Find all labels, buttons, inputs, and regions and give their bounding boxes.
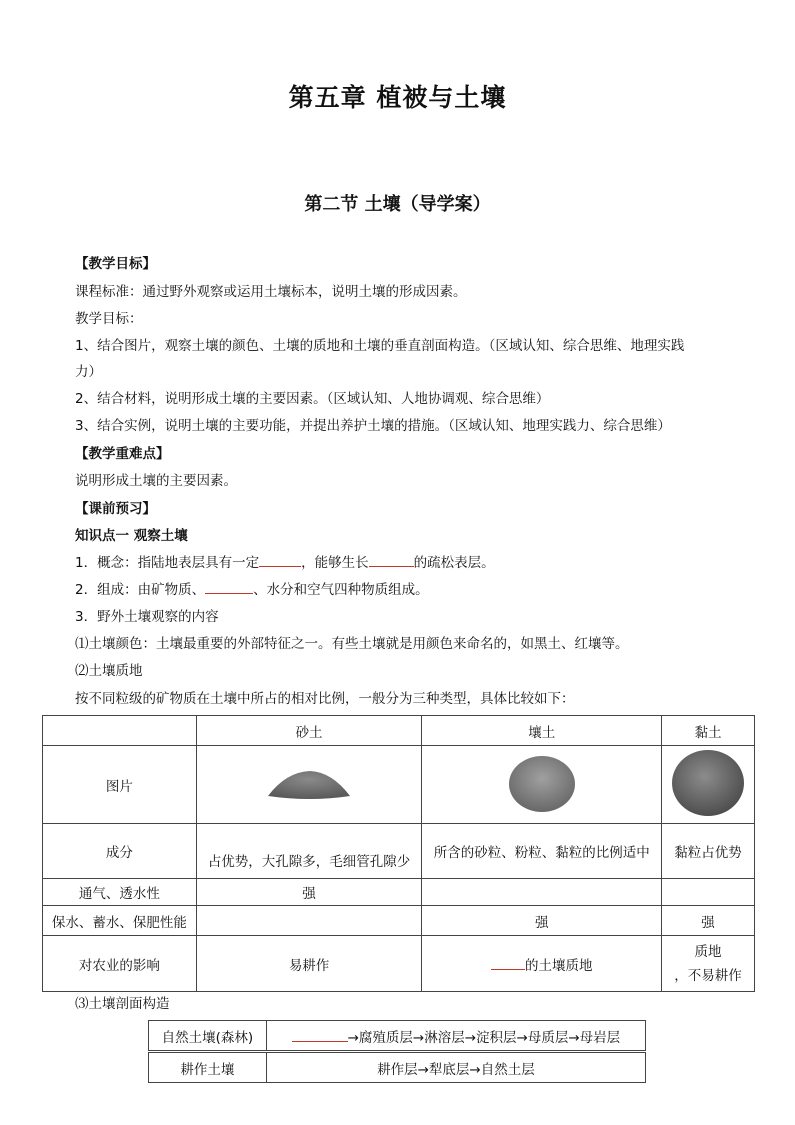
knowledge-point: 知识点一 观察土壤 <box>75 528 188 544</box>
goals-label: 教学目标： <box>75 311 143 327</box>
goal-2: 2、结合材料，说明形成土壤的主要因素。（区域认知、人地协调观、综合思维） <box>75 391 550 407</box>
goal-1-line-1: 1、结合图片，观察土壤的颜色、土壤的质地和土壤的垂直剖面构造。（区域认知、综合思维、地理实践 <box>75 338 685 354</box>
table-header-empty <box>43 716 197 746</box>
clay-retention: 强 <box>662 906 755 936</box>
concept-text-b: ，能够生长 <box>301 555 369 571</box>
table-row-aeration <box>43 879 755 906</box>
loam-retention: 强 <box>422 906 662 936</box>
farmed-soil-label: 耕作土壤 <box>149 1053 267 1083</box>
goal-3: 3、结合实例，说明土壤的主要功能，并提出养护土壤的措施。（区域认知、地理实践力、综合思维） <box>75 418 671 434</box>
observation-content: 3．野外土壤观察的内容 <box>75 609 219 625</box>
sand-image-cell <box>196 746 422 824</box>
loam-aeration[interactable] <box>422 879 662 906</box>
clay-agriculture-line-1: 质地 <box>694 943 722 960</box>
row-label-agriculture: 对农业的影响 <box>43 936 197 992</box>
farmed-soil-profile <box>148 1052 646 1083</box>
row-label-picture: 图片 <box>43 746 197 824</box>
natural-soil-profile <box>148 1020 646 1051</box>
table-row-agriculture <box>43 936 755 992</box>
clay-agriculture <box>662 936 755 992</box>
sand-pile-image <box>266 766 352 800</box>
key-points-text: 说明形成土壤的主要因素。 <box>75 473 237 489</box>
natural-soil-layers <box>266 1021 645 1051</box>
natural-soil-label: 自然土壤(森林) <box>149 1021 267 1051</box>
clay-agriculture-line-2: ，不易耕作 <box>674 967 742 984</box>
concept-text-c: 的疏松表层。 <box>413 555 495 571</box>
sand-aeration: 强 <box>196 879 422 906</box>
table-header-sand: 砂土 <box>196 716 422 746</box>
soil-texture-desc: 按不同粒级的矿物质在土壤中所占的相对比例，一般分为三种类型，具体比较如下： <box>75 691 575 707</box>
key-points-heading: 【教学重难点】 <box>75 446 170 462</box>
goal-1-line-2: 力） <box>75 364 102 380</box>
loam-pile-image <box>507 752 577 814</box>
farmed-soil-layers: 耕作层→犁底层→自然土层 <box>266 1053 645 1083</box>
loam-image-cell <box>422 746 662 824</box>
table-header-loam: 壤土 <box>422 716 662 746</box>
loam-composition: 所含的砂粒、粉粒、黏粒的比例适中 <box>422 824 662 879</box>
loam-agriculture-blank[interactable] <box>491 957 525 970</box>
table-row-retention <box>43 906 755 936</box>
table-header-clay: 黏土 <box>662 716 755 746</box>
sand-retention[interactable] <box>196 906 422 936</box>
profile-heading: ⑶土壤剖面构造 <box>75 996 170 1012</box>
chapter-title: 第五章 植被与土壤 <box>288 83 507 112</box>
clay-image-cell <box>662 746 755 824</box>
soil-texture: ⑵土壤质地 <box>75 663 143 679</box>
natural-soil-sequence: →腐殖质层→淋溶层→淀积层→母质层→母岩层 <box>347 1029 621 1046</box>
sand-agriculture: 易耕作 <box>196 936 422 992</box>
table-header-row <box>43 716 755 746</box>
section-title: 第二节 土壤（导学案） <box>304 194 491 215</box>
row-label-aeration: 通气、透水性 <box>43 879 197 906</box>
loam-agriculture-text: 的土壤质地 <box>524 957 593 974</box>
table-row-picture <box>43 746 755 824</box>
concept-line <box>75 554 495 572</box>
composition-text-b: 、水分和空气四种物质组成。 <box>253 582 429 598</box>
preview-heading: 【课前预习】 <box>75 501 156 517</box>
clay-aeration[interactable] <box>662 879 755 906</box>
clay-composition: 黏粒占优势 <box>662 824 755 879</box>
concept-blank-2[interactable] <box>369 554 414 567</box>
composition-blank[interactable] <box>205 581 253 594</box>
row-label-composition: 成分 <box>43 824 197 879</box>
concept-blank-1[interactable] <box>259 554 301 567</box>
clay-pile-image <box>670 748 746 818</box>
curriculum-standard: 课程标准：通过野外观察或运用土壤标本，说明土壤的形成因素。 <box>75 284 467 300</box>
sand-composition: 占优势，大孔隙多，毛细管孔隙少 <box>196 824 422 879</box>
soil-color: ⑴土壤颜色：土壤最重要的外部特征之一。有些土壤就是用颜色来命名的，如黑土、红壤等。 <box>75 636 629 652</box>
loam-agriculture <box>422 936 662 992</box>
composition-text-a: 2．组成：由矿物质、 <box>75 582 206 598</box>
teaching-goals-heading: 【教学目标】 <box>75 256 156 272</box>
soil-texture-table <box>42 715 755 992</box>
composition-line <box>75 581 429 599</box>
concept-text-a: 1．概念：指陆地表层具有一定 <box>75 555 260 571</box>
row-label-retention: 保水、蓄水、保肥性能 <box>43 906 197 936</box>
natural-soil-blank[interactable] <box>292 1029 348 1042</box>
table-row-composition <box>43 824 755 879</box>
